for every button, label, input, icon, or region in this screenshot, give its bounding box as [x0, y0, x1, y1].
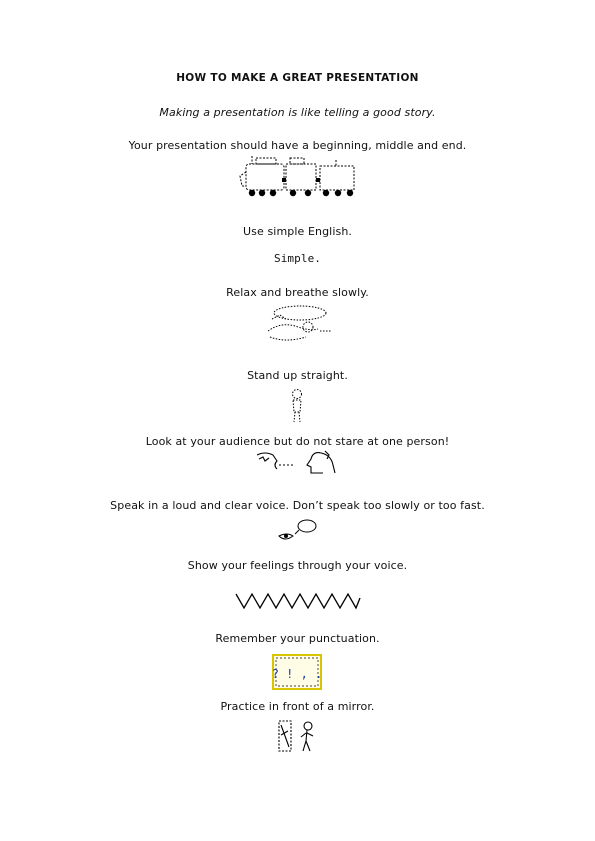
tip-8-text: Remember your punctuation.	[215, 632, 380, 645]
tip-9-text: Practice in front of a mirror.	[220, 700, 375, 713]
zigzag-icon	[234, 590, 362, 612]
two-faces-icon	[255, 449, 341, 477]
relaxing-figure-icon	[262, 303, 334, 345]
tip-7-text: Show your feelings through your voice.	[187, 559, 408, 572]
tip-2-text: Use simple English.	[243, 225, 352, 238]
intro-text: Making a presentation is like telling a good story.	[159, 106, 436, 119]
standing-figure-icon	[288, 388, 306, 424]
simple-text-icon: Simple.	[273, 252, 322, 265]
tip-4-text: Stand up straight.	[247, 369, 348, 382]
punctuation-icon	[272, 654, 322, 690]
speech-bubble-icon	[277, 518, 319, 544]
page-title: HOW TO MAKE A GREAT PRESENTATION	[176, 72, 419, 84]
tip-3-text: Relax and breathe slowly.	[226, 286, 369, 299]
tip-6-text: Speak in a loud and clear voice. Don’t speak too slowly or too fast.	[110, 499, 485, 512]
train-icon	[238, 154, 360, 200]
tip-5-text: Look at your audience but do not stare at one person!	[145, 435, 450, 448]
tip-1-text: Your presentation should have a beginning, middle and end.	[128, 139, 467, 152]
punctuation-marks: ? ! , .	[272, 667, 322, 681]
mirror-icon	[276, 719, 318, 755]
